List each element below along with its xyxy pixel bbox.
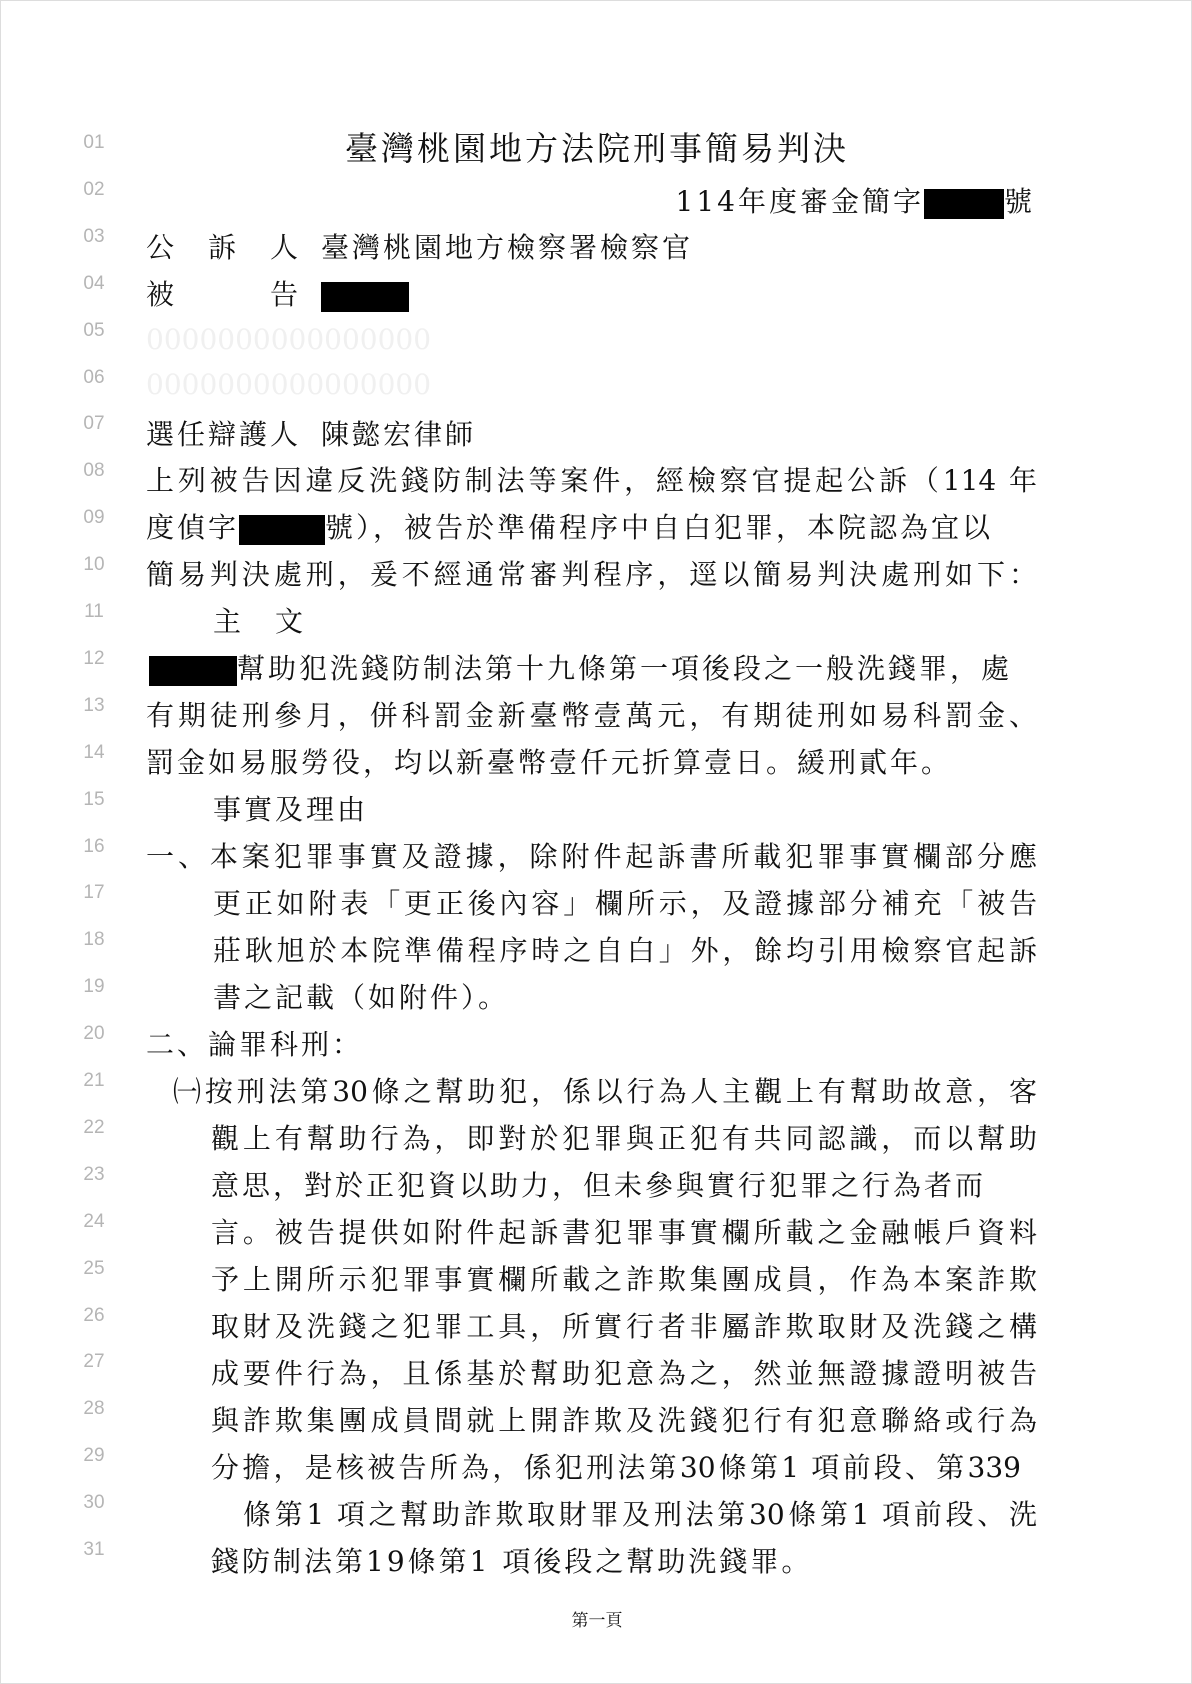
line-number: 10 bbox=[83, 554, 105, 576]
line-number: 17 bbox=[83, 882, 105, 904]
body-line: 成要件行為，且係基於幫助犯意為之，然並無證據證明被告 bbox=[211, 1357, 1037, 1390]
prosecutor-line bbox=[146, 231, 693, 265]
page-number: 第一頁 bbox=[571, 1611, 623, 1631]
main-heading: 主 文 bbox=[213, 605, 307, 638]
redaction-box bbox=[321, 282, 409, 312]
placeholder-line: 0000000000000000 bbox=[146, 368, 432, 401]
case-number-suffix: 號 bbox=[1003, 185, 1035, 218]
line-number: 27 bbox=[83, 1351, 105, 1373]
body-line bbox=[146, 511, 1037, 545]
line-number: 07 bbox=[83, 413, 105, 435]
case-number bbox=[676, 185, 1035, 219]
line-number: 28 bbox=[83, 1398, 105, 1420]
redaction-box bbox=[924, 189, 1004, 219]
body-line: 錢防制法第19條第1 項後段之幫助洗錢罪。 bbox=[211, 1545, 813, 1578]
line-number: 31 bbox=[83, 1539, 105, 1560]
body-line: 簡易判決處刑，爰不經通常審判程序，逕以簡易判決處刑如下： bbox=[146, 558, 1037, 591]
line-number: 05 bbox=[83, 319, 105, 341]
line-number: 21 bbox=[83, 1070, 105, 1091]
text-segment: 幫助犯洗錢防制法第十九條第一項後段之一般洗錢罪，處 bbox=[237, 652, 1013, 685]
line-number: 09 bbox=[83, 507, 105, 529]
body-line: ㈠按刑法第30條之幫助犯，係以行為人主觀上有幫助故意，客 bbox=[173, 1075, 1037, 1108]
body-line: 分擔，是核被告所為，係犯刑法第30條第1 項前段、第339 bbox=[211, 1451, 1021, 1484]
body-line: 書之記載（如附件）。 bbox=[213, 981, 510, 1014]
line-number: 11 bbox=[84, 601, 104, 622]
placeholder-line: 0000000000000000 bbox=[146, 323, 432, 356]
body-line: 予上開所示犯罪事實欄所載之詐欺集團成員，作為本案詐欺 bbox=[211, 1263, 1037, 1296]
line-number: 19 bbox=[83, 976, 105, 998]
line-number: 20 bbox=[83, 1023, 105, 1045]
defendant-label: 被 告 bbox=[146, 278, 302, 311]
body-line: 觀上有幫助行為，即對於犯罪與正犯有共同認識，而以幫助 bbox=[211, 1122, 1037, 1155]
body-line: 莊耿旭於本院準備程序時之自白」外，餘均引用檢察官起訴 bbox=[213, 934, 1037, 967]
line-number: 23 bbox=[83, 1163, 105, 1185]
body-line bbox=[149, 652, 1012, 686]
line-number: 01 bbox=[83, 132, 105, 153]
defendant-line bbox=[146, 278, 409, 312]
line-number: 29 bbox=[83, 1445, 105, 1467]
body-line: 意思，對於正犯資以助力，但未參與實行犯罪之行為者而 bbox=[211, 1169, 987, 1202]
redaction-box bbox=[239, 515, 325, 545]
line-number: 12 bbox=[83, 647, 105, 669]
line-number: 24 bbox=[83, 1210, 105, 1232]
body-line: 二、論罪科刑： bbox=[146, 1028, 364, 1061]
line-number: 15 bbox=[83, 788, 105, 810]
line-number: 14 bbox=[83, 741, 105, 763]
case-number-prefix: 114年度審金簡字 bbox=[675, 185, 924, 218]
text-segment: 度偵字 bbox=[146, 511, 240, 544]
document-title: 臺灣桃園地方法院刑事簡易判決 bbox=[345, 129, 849, 168]
line-number: 30 bbox=[83, 1492, 105, 1514]
body-line: 條第1 項之幫助詐欺取財罪及刑法第30條第1 項前段、洗 bbox=[243, 1498, 1037, 1531]
body-line: 更正如附表「更正後內容」欄所示，及證據部分補充「被告 bbox=[213, 887, 1037, 920]
defense-value: 陳懿宏律師 bbox=[321, 418, 477, 451]
body-line: 上列被告因違反洗錢防制法等案件，經檢察官提起公訴（114 年 bbox=[146, 464, 1037, 497]
reasons-heading: 事實及理由 bbox=[213, 793, 369, 826]
line-number: 13 bbox=[83, 694, 105, 716]
body-line: 言。被告提供如附件起訴書犯罪事實欄所載之金融帳戶資料 bbox=[211, 1216, 1037, 1249]
body-line: 取財及洗錢之犯罪工具，所實行者非屬詐欺取財及洗錢之構 bbox=[211, 1310, 1037, 1343]
prosecutor-value: 臺灣桃園地方檢察署檢察官 bbox=[321, 231, 694, 264]
line-number: 04 bbox=[83, 272, 105, 294]
line-number: 26 bbox=[83, 1304, 105, 1326]
prosecutor-label: 公 訴 人 bbox=[146, 231, 302, 264]
line-number: 02 bbox=[83, 178, 105, 200]
line-number: 08 bbox=[83, 460, 105, 482]
line-number: 25 bbox=[83, 1257, 105, 1279]
text-segment: 號），被告於準備程序中自白犯罪，本院認為宜以 bbox=[325, 511, 994, 544]
redaction-box bbox=[149, 656, 237, 686]
defense-line bbox=[146, 418, 476, 452]
body-line: 有期徒刑參月，併科罰金新臺幣壹萬元，有期徒刑如易科罰金、 bbox=[146, 699, 1037, 732]
line-number: 06 bbox=[83, 366, 105, 388]
body-line: 罰金如易服勞役，均以新臺幣壹仟元折算壹日。緩刑貳年。 bbox=[146, 746, 953, 779]
body-line: 一、本案犯罪事實及證據，除附件起訴書所載犯罪事實欄部分應 bbox=[146, 840, 1037, 873]
line-number: 16 bbox=[83, 835, 105, 857]
line-number: 18 bbox=[83, 929, 105, 951]
line-number: 03 bbox=[83, 225, 105, 247]
defense-label: 選任辯護人 bbox=[146, 418, 302, 451]
body-line: 與詐欺集團成員間就上開詐欺及洗錢犯行有犯意聯絡或行為 bbox=[211, 1404, 1037, 1437]
line-number: 22 bbox=[83, 1116, 105, 1138]
